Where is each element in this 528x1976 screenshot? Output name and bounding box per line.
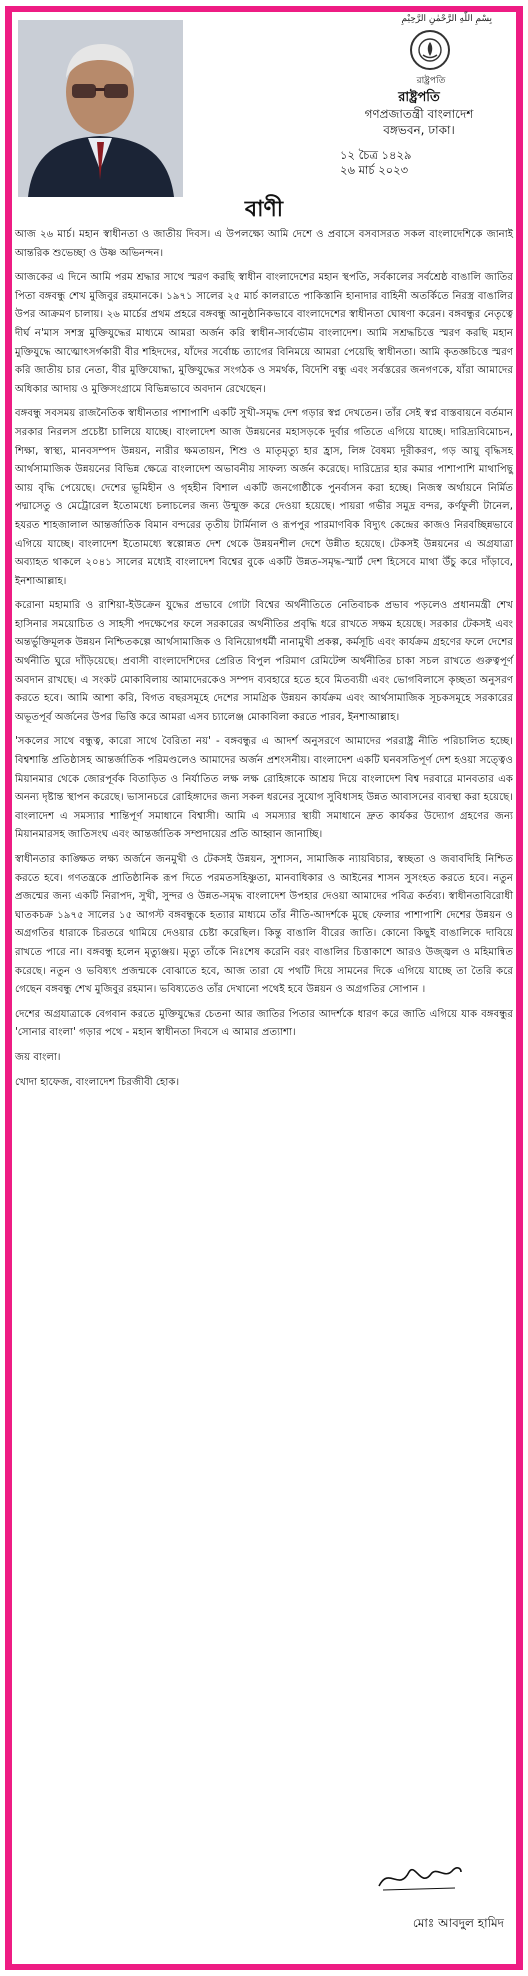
office-role: রাষ্ট্রপতি xyxy=(398,90,440,105)
emblem-caption: রাষ্ট্রপতি xyxy=(416,76,446,86)
paragraph: 'সকলের সাথে বন্ধুত্ব, কারো সাথে বৈরিতা নয়' - বঙ্গবন্ধুর এ আদর্শ অনুসরণে আমাদের পররাষ্ট্র নীতি পরিচালিত হচ্ছে। বিশ্বশান্তি প্রতিষ্ঠাসহ আন্তর্জাতিক পরিমণ্ডলেও আমাদের অর্জন প্রশংসনীয়। বাংলাদেশ একটি ঘনবসতিপূর্ণ দেশ হওয়া সত্ত্বেও মিয়ানমার থেকে জোরপূর্বক বিতাড়িত ও নির্যাতিত লক্ষ লক্ষ রোহিঙ্গাকে আশ্রয় দিয়ে বাংলাদেশ বিশ্ব দরবারে মানবতার এক অনন্য দৃষ্টান্ত স্থাপন করেছে। ভাসানচরে রোহিঙ্গাদের জন্য সকল ধরনের সুযোগ সুবিধাসহ উন্নত আবাসনের ব্যবস্থা করা হয়েছে। বাংলাদেশ এ সমস্যার শান্তিপূর্ণ সমাধানে বিশ্বাসী। আমি এ সমস্যার স্থায়ী সমাধানে দ্রুত কার্যকর উদ্যোগ গ্রহণের জন্য মিয়ানমারসহ জাতিসংঘ এবং আন্তর্জাতিক সম্প্রদায়ের প্রতি আহ্বান জানাচ্ছি। xyxy=(15,736,513,841)
office-block xyxy=(334,90,504,138)
government-emblem-icon xyxy=(410,30,450,70)
date-gregorian: ২৬ মার্চ ২০২৩ xyxy=(340,163,409,177)
office-place: বঙ্গভবন, ঢাকা। xyxy=(383,123,455,137)
paragraph: স্বাধীনতার কাঙ্ক্ষিত লক্ষ্য অর্জনে জনমুখী ও টেকসই উন্নয়ন, সুশাসন, সামাজিক ন্যায়বিচার, স্বচ্ছতা ও জবাবদিহি নিশ্চিত করতে হবে। গণতন্ত্রকে প্রাতিষ্ঠানিক রূপ দিতে পরমতসহিষ্ণুতা, মানবাধিকার ও আইনের শাসন সুসংহত করতে হবে। নতুন প্রজন্মের জন্য একটি নিরাপদ, সুখী, সুন্দর ও উন্নত-সমৃদ্ধ বাংলাদেশ উপহার দেওয়া আমাদের পবিত্র কর্তব্য। স্বাধীনতাবিরোধী ঘাতকচক্র ১৯৭৫ সালের ১৫ আগস্ট বঙ্গবন্ধুকে হত্যার মাধ্যমে তাঁর নীতি-আদর্শকে মুছে ফেলার পাশাপাশি দেশের উন্নয়ন ও অগ্রগতির ধারাকে চিরতরে থামিয়ে দেওয়ার চেষ্টা করেছিল। কিন্তু বাঙালি বীরের জাতি। কোনো কিছুই বাঙালিকে দাবিয়ে রাখতে পারে না। বঙ্গবন্ধু হলেন মৃত্যুঞ্জয়। মৃত্যু তাঁকে নিঃশেষ করেনি বরং বাঙালির চিত্তাকাশে আরও উজ্জ্বল ও মহিমান্বিত করেছে। নতুন ও ভবিষ্যৎ প্রজন্মকে বোঝাতে হবে, আজ তারা যে পথটি দিয়ে সামনের দিকে এগিয়ে যাচ্ছে তা তৈরি করে গেছেন বঙ্গবন্ধু শেখ মুজিবুর রহমান। ভবিষ্যতেও তাঁর দেখানো পথেই হবে উন্নয়ন ও অগ্রগতির সোপান । xyxy=(15,854,513,996)
message-body xyxy=(15,226,513,1098)
farewell-line: খোদা হাফেজ, বাংলাদেশ চিরজীবী হোক। xyxy=(15,1076,180,1088)
paragraph: আজ ২৬ মার্চ। মহান স্বাধীনতা ও জাতীয় দিবস। এ উপলক্ষ্যে আমি দেশে ও প্রবাসে বসবাসরত সকল বাংলাদেশিকে জানাই আন্তরিক শুভেচ্ছা ও উষ্ণ অভিনন্দন। xyxy=(15,229,513,259)
president-portrait xyxy=(18,20,183,197)
joy-bangla: জয় বাংলা। xyxy=(15,1051,61,1063)
message-title: বাণী xyxy=(244,197,284,222)
paragraph: বঙ্গবন্ধু সবসময় রাজনৈতিক স্বাধীনতার পাশাপাশি একটি সুখী-সমৃদ্ধ দেশ গড়ার স্বপ্ন দেখতেন। তাঁর সেই স্বপ্ন বাস্তবায়নে বর্তমান সরকার নিরলস প্রচেষ্টা চালিয়ে যাচ্ছে। বাংলাদেশ আজ উন্নয়নের মহাসড়কে দুর্বার গতিতে এগিয়ে যাচ্ছে। দারিদ্র্যবিমোচন, শিক্ষা, স্বাস্থ্য, মানবসম্পদ উন্নয়ন, নারীর ক্ষমতায়ন, শিশু ও মাতৃমৃত্যু হার হ্রাস, লিঙ্গ বৈষম্য দূরীকরণ, গড় আয়ু বৃদ্ধিসহ আর্থসামাজিক উন্নয়নের বিভিন্ন ক্ষেত্রে বাংলাদেশ অভাবনীয় সাফল্য অর্জন করেছে। দারিদ্র্যের হার কমার পাশাপাশি মাথাপিছু আয় বৃদ্ধি পেয়েছে। দেশের ভূমিহীন ও গৃহহীন বিশাল একটি জনগোষ্ঠীকে পুনর্বাসন করা হচ্ছে। নিজস্ব অর্থায়নে নির্মিত পদ্মাসেতু ও মেট্রোরেল ইতোমধ্যে চলাচলের জন্য উন্মুক্ত করে দেওয়া হয়েছে। পায়রা গভীর সমুদ্র বন্দর, কর্ণফুলী টানেল, হযরত শাহজালাল আন্তর্জাতিক বিমান বন্দরের তৃতীয় টার্মিনাল ও রূপপুর পারমাণবিক বিদ্যুৎ কেন্দ্রের কাজও নিরবচ্ছিন্নভাবে এগিয়ে যাচ্ছে। বাংলাদেশ ইতোমধ্যে স্বল্পোন্নত দেশ থেকে উন্নয়নশীল দেশে উন্নীত হয়েছে। টেকসই উন্নয়নের এ অগ্রযাত্রা অব্যাহত থাকলে ২০৪১ সালের মধ্যেই বাংলাদেশ বিশ্বের বুকে একটি উন্নত-সমৃদ্ধ-স্মার্ট দেশ হিসেবে মাথা উঁচু করে দাঁড়াবে, ইনশাআল্লাহ। xyxy=(15,408,513,587)
office-country: গণপ্রজাতন্ত্রী বাংলাদেশ xyxy=(364,107,474,121)
date-bengali: ১২ চৈত্র ১৪২৯ xyxy=(340,148,412,162)
paragraph: আজকের এ দিনে আমি পরম শ্রদ্ধার সাথে স্মরণ করছি স্বাধীন বাংলাদেশের মহান স্থপতি, সর্বকালের সর্বশ্রেষ্ঠ বাঙালি জাতির পিতা বঙ্গবন্ধু শেখ মুজিবুর রহমানকে। ১৯৭১ সালের ২৫ মার্চ কালরাতে পাকিস্তানি হানাদার বাহিনী অতর্কিতে নিরস্ত্র বাঙালির উপর আক্রমণ চালায়। ২৬ মার্চের প্রথম প্রহরে বঙ্গবন্ধু আনুষ্ঠানিকভাবে বাংলাদেশের স্বাধীনতা ঘোষণা করেন। বঙ্গবন্ধুর নেতৃত্বে দীর্ঘ ন'মাস সশস্ত্র মুক্তিযুদ্ধের মাধ্যমে আমরা অর্জন করি স্বাধীন-সার্বভৌম বাংলাদেশ। আমি সশ্রদ্ধচিত্তে স্মরণ করছি মহান মুক্তিযুদ্ধে আত্মোৎসর্গকারী বীর শহিদদের, যাঁদের সর্বোচ্চ ত্যাগের বিনিময়ে আমরা পেয়েছি স্বাধীনতা। আমি কৃতজ্ঞচিত্তে স্মরণ করি জাতীয় চার নেতা, বীর মুক্তিযোদ্ধা, মুক্তিযুদ্ধের সংগঠক ও সমর্থক, বিদেশি বন্ধু এবং সর্বস্তরের জনগণকে, যাঁরা আমাদের অধিকার আদায় ও মুক্তিসংগ্রামে বিভিন্নভাবে অবদান রেখেছেন। xyxy=(15,272,513,395)
date-block xyxy=(340,148,411,178)
signer-name: মোঃ আবদুল হামিদ xyxy=(412,1916,504,1930)
paragraph: করোনা মহামারি ও রাশিয়া-ইউক্রেন যুদ্ধের প্রভাবে গোটা বিশ্বের অর্থনীতিতে নেতিবাচক প্রভাব পড়লেও প্রধানমন্ত্রী শেখ হাসিনার সময়োচিত ও সাহসী পদক্ষেপের ফলে সরকারের অর্থনীতির প্রবৃদ্ধি ধরে রাখতে সক্ষম হয়েছে। সরকার টেকসই এবং অন্তর্ভুক্তিমূলক উন্নয়ন নিশ্চিতকল্পে আর্থসামাজিক ও বিনিয়োগধর্মী নানামুখী প্রকল্প, কর্মসূচি এবং কার্যক্রম গ্রহণের ফলে দেশের অর্থনীতি ঘুরে দাঁড়িয়েছে। প্রবাসী বাংলাদেশিদের প্রেরিত বিপুল পরিমাণ রেমিটেন্স অর্থনীতির চাকা সচল রাখতে গুরুত্বপূর্ণ অবদান রাখছে। এ সংকট মোকাবিলায় আমাদেরকেও সম্পদ ব্যবহারে হতে হবে মিতব্যয়ী এবং ভোগবিলাসে কৃচ্ছতা অনুসরণ করতে হবে। আমি আশা করি, বিগত বছরসমূহে দেশের সামগ্রিক উন্নয়ন কার্যক্রম এবং আর্থসামাজিক সূচকসমূহে সরকারের অভূতপূর্ব অর্জনের উপর ভিত্তি করে আমরা এসব চ্যালেঞ্জ মোকাবিলা করতে পারব, ইনশাআল্লাহ। xyxy=(15,600,513,723)
paragraph: দেশের অগ্রযাত্রাকে বেগবান করতে মুক্তিযুদ্ধের চেতনা আর জাতির পিতার আদর্শকে ধারণ করে জাতি এগিয়ে যাক বঙ্গবন্ধুর 'সোনার বাংলা' গড়ার পথে - মহান স্বাধীনতা দিবসে এ আমার প্রত্যাশা। xyxy=(15,1008,513,1039)
handwritten-signature xyxy=(375,1858,465,1898)
bismillah-header: بِسْمِ اللّٰهِ الرَّحْمٰنِ الرَّحِيْمِ xyxy=(401,14,492,24)
